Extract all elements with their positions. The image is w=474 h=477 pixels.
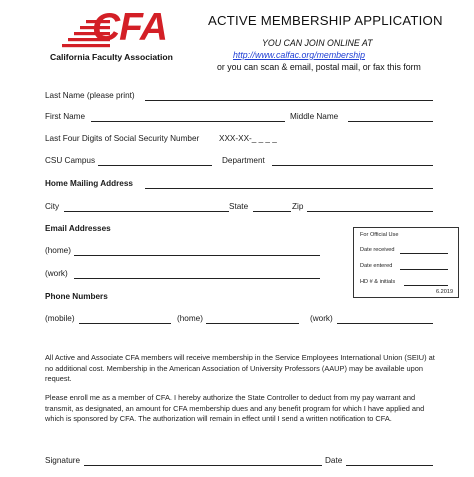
hd-initials-label: HD # & initials [360,279,396,285]
phone-mobile-label: (mobile) [45,314,75,323]
signature-field[interactable] [84,465,322,466]
phone-heading: Phone Numbers [45,292,108,301]
cfa-logo-text: CFA [92,6,167,49]
date-received-field [400,253,448,254]
form-version: 6.2019 [436,289,454,295]
phone-home-field[interactable] [206,323,299,324]
membership-link[interactable]: http://www.calfac.org/membership [233,50,366,60]
csu-campus-label: CSU Campus [45,156,96,165]
membership-paragraph: All Active and Associate CFA members will receive membership in the Service Employees International Union (SEIU) at no additional cost. Membership in the American Association of University Professors (AAUP) may be available upon request. [45,353,435,384]
department-label: Department [222,156,265,165]
zip-field[interactable] [307,211,433,212]
email-home-label: (home) [45,246,71,255]
department-field[interactable] [272,165,433,166]
last-name-label: Last Name (please print) [45,91,135,100]
official-use-box [353,227,459,298]
last-name-field[interactable] [145,100,433,101]
phone-mobile-field[interactable] [79,323,171,324]
email-work-field[interactable] [74,278,320,279]
date-entered-field [400,269,448,270]
middle-name-label: Middle Name [290,112,339,121]
signature-label: Signature [45,456,81,465]
alt-methods-text: or you can scan & email, postal mail, or fax this form [217,62,421,72]
email-work-label: (work) [45,269,68,278]
zip-label: Zip [292,202,304,211]
state-field[interactable] [253,211,291,212]
org-name: California Faculty Association [50,52,173,62]
phone-home-label: (home) [177,314,203,323]
first-name-label: First Name [45,112,86,121]
city-field[interactable] [64,211,229,212]
home-address-label: Home Mailing Address [45,179,133,188]
state-label: State [229,202,249,211]
home-address-field[interactable] [145,188,433,189]
page-title: ACTIVE MEMBERSHIP APPLICATION [208,13,443,28]
first-name-field[interactable] [91,121,285,122]
middle-name-field[interactable] [348,121,433,122]
official-use-heading: For Official Use [360,232,399,238]
city-label: City [45,202,60,211]
date-entered-label: Date entered [360,263,393,269]
email-heading: Email Addresses [45,224,111,233]
hd-initials-field [404,285,448,286]
ssn-field[interactable]: XXX-XX-_ _ _ _ [219,134,277,143]
date-label: Date [325,456,343,465]
date-field[interactable] [346,465,433,466]
join-online-text: YOU CAN JOIN ONLINE AT [262,38,373,48]
phone-work-label: (work) [310,314,333,323]
csu-campus-field[interactable] [98,165,212,166]
email-home-field[interactable] [74,255,320,256]
authorization-paragraph: Please enroll me as a member of CFA. I hereby authorize the State Controller to deduct from my pay warrant and transmit, as designated, an amount for CFA membership dues and any benefit program for which I have applied and which is sponsored by CFA. The authorization will remain in effect until I send a written notification to CFA. [45,393,425,424]
ssn-label: Last Four Digits of Social Security Number [45,134,200,143]
phone-work-field[interactable] [337,323,433,324]
date-received-label: Date received [360,247,395,253]
